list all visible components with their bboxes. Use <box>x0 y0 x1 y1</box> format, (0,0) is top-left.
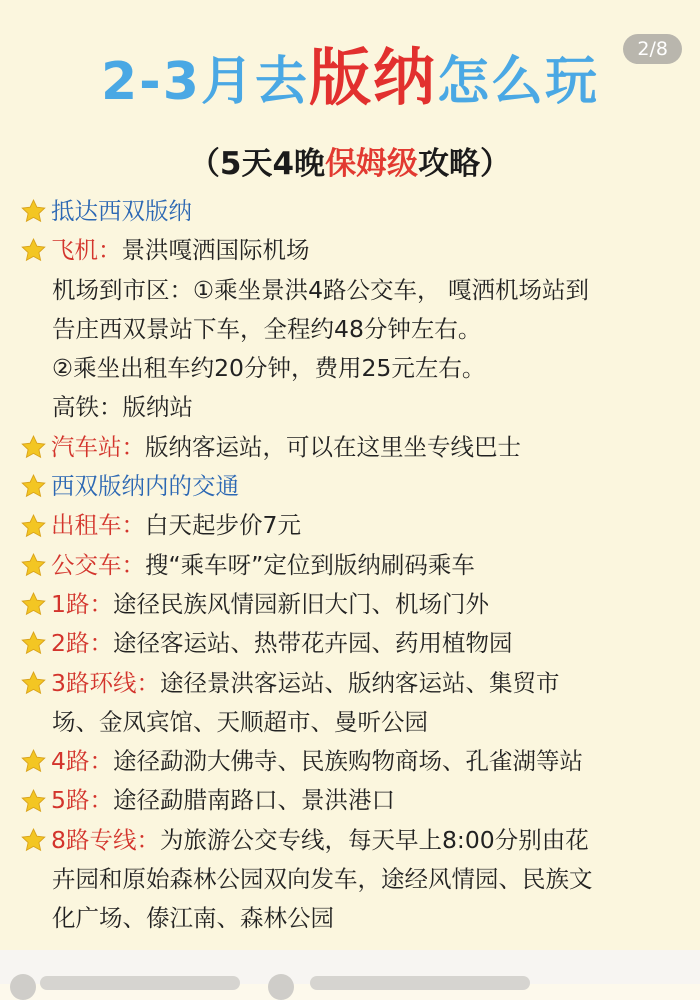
guide-line <box>20 624 690 663</box>
line-label: 抵达西双版纳 <box>51 197 192 225</box>
star-icon <box>20 788 47 815</box>
title-part-2: 版纳 <box>308 41 437 114</box>
guide-line <box>20 271 690 310</box>
line-text: 白天起步价7元 <box>145 511 301 540</box>
subtitle-part-2: 保姆级 <box>325 146 419 182</box>
bottom-bar <box>0 950 700 984</box>
line-text: 途径勐泐大佛寺、民族购物商场、孔雀湖等站 <box>112 747 583 776</box>
line-label: 1路： <box>51 589 113 618</box>
star-icon <box>20 670 47 697</box>
line-text: ②乘坐出租车约20分钟，费用25元左右。 <box>52 354 486 383</box>
line-label: 出租车： <box>51 511 145 540</box>
line-text: 为旅游公交专线，每天早上8:00分别由花 <box>159 825 589 854</box>
guide-line <box>20 860 690 899</box>
guide-line <box>20 192 690 231</box>
guide-line <box>20 388 690 427</box>
guide-line <box>20 467 690 506</box>
star-icon <box>20 198 47 225</box>
guide-line <box>20 742 690 781</box>
line-text: 卉园和原始森林公园双向发车，途经风情园、民族文 <box>52 865 593 894</box>
line-text: 场、金凤宾馆、天顺超市、曼听公园 <box>52 707 428 736</box>
comment-placeholder <box>40 976 240 990</box>
comment-placeholder-2 <box>310 976 530 990</box>
star-icon <box>20 434 47 461</box>
line-text: 告庄西双景站下车，全程约48分钟左右。 <box>52 314 482 343</box>
guide-line <box>20 703 690 742</box>
page-title <box>0 28 700 117</box>
line-text: 景洪嘎洒国际机场 <box>121 236 310 265</box>
line-text: 版纳客运站，可以在这里坐专线巴士 <box>145 432 521 461</box>
star-icon <box>20 513 47 540</box>
guide-line <box>20 231 690 270</box>
page-indicator-badge: 2/8 <box>623 34 682 64</box>
line-label: 汽车站： <box>51 432 145 461</box>
line-label: 2路： <box>51 629 113 658</box>
line-label: 西双版纳内的交通 <box>51 472 239 501</box>
line-label: 4路： <box>51 747 113 776</box>
guide-line <box>20 585 690 624</box>
line-text: 高铁：版纳站 <box>52 393 193 422</box>
guide-line <box>20 506 690 545</box>
guide-line <box>20 310 690 349</box>
line-label: 公交车： <box>51 550 145 579</box>
title-part-1: 2-3月去 <box>101 52 309 112</box>
guide-line <box>20 664 690 703</box>
line-label: 3路环线： <box>51 668 160 697</box>
avatar-placeholder-2 <box>268 974 294 1000</box>
line-text: 机场到市区：①乘坐景洪4路公交车， 嘎洒机场站到 <box>52 275 589 304</box>
guide-line <box>20 899 690 938</box>
star-icon <box>20 237 47 264</box>
star-icon <box>20 630 47 657</box>
subtitle-part-1: （5天4晚 <box>188 146 326 182</box>
star-icon <box>20 473 47 500</box>
line-text: 途径民族风情园新旧大门、机场门外 <box>112 589 489 618</box>
star-icon <box>20 591 47 618</box>
star-icon <box>20 552 47 579</box>
line-text: 搜“乘车呀”定位到版纳刷码乘车 <box>145 550 475 579</box>
line-label: 飞机： <box>51 236 122 265</box>
line-text: 途径勐腊南路口、景洪港口 <box>112 786 395 815</box>
line-text: 途径客运站、热带花卉园、药用植物园 <box>112 629 513 658</box>
guide-line <box>20 428 690 467</box>
line-label: 5路： <box>51 786 113 815</box>
guide-lines <box>20 192 690 939</box>
line-text: 化广场、傣江南、森林公园 <box>52 904 334 933</box>
star-icon <box>20 748 47 775</box>
guide-line <box>20 546 690 585</box>
subtitle-part-3: 攻略） <box>418 146 512 182</box>
guide-line <box>20 781 690 820</box>
page-subtitle <box>0 138 700 183</box>
star-icon <box>20 827 47 854</box>
guide-line <box>20 821 690 860</box>
title-part-3: 怎么玩 <box>436 52 599 112</box>
line-label: 8路专线： <box>51 825 160 854</box>
guide-line <box>20 349 690 388</box>
line-text: 途径景洪客运站、版纳客运站、集贸市 <box>159 668 560 697</box>
avatar-placeholder <box>10 974 36 1000</box>
